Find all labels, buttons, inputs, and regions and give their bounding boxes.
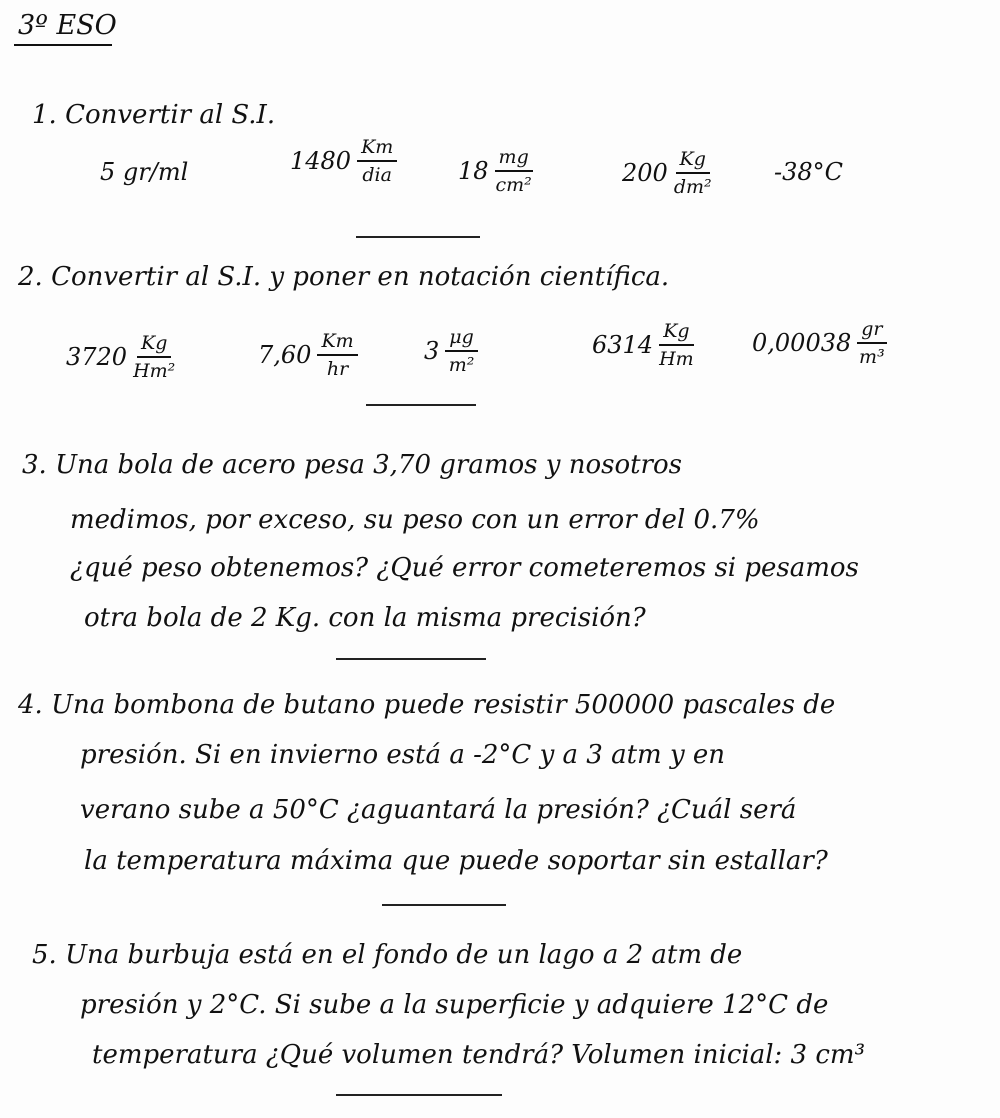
q5-line-1: 5. Una burbuja está en el fondo de un lago a 2 atm de — [32, 940, 743, 970]
q2-item-3 — [424, 326, 478, 376]
q2-item-5 — [752, 318, 887, 368]
q2-item-5-top: gr — [857, 318, 886, 344]
q1-item-4-num: 200 — [622, 159, 668, 187]
q2-item-1-top: Kg — [137, 332, 171, 358]
q4-line-4: la temperatura máxima que puede soportar sin estallar? — [84, 846, 828, 876]
q1-item-4 — [622, 148, 712, 198]
q4-line-3: verano sube a 50°C ¿aguantará la presión? ¿Cuál será — [80, 795, 797, 825]
q1-item-2 — [290, 136, 397, 186]
separator-line — [366, 404, 476, 406]
q3-line-1: 3. Una bola de acero pesa 3,70 gramos y nosotros — [22, 450, 682, 480]
q1-item-3 — [458, 146, 533, 196]
q5-line-2: presión y 2°C. Si sube a la superficie y adquiere 12°C de — [80, 990, 829, 1020]
q2-item-3-num: 3 — [424, 337, 440, 365]
q2-item-4 — [592, 320, 694, 370]
q3-line-3: ¿qué peso obtenemos? ¿Qué error cometeremos si pesamos — [70, 553, 859, 583]
q2-item-4-bot: Hm — [659, 348, 694, 370]
q1-item-3-num: 18 — [458, 157, 489, 185]
q2-item-2-num: 7,60 — [258, 341, 312, 369]
q1-item-4-bot: dm² — [673, 176, 712, 198]
q2-item-2-top: Km — [317, 330, 357, 356]
separator-line — [336, 1094, 502, 1096]
q1-item-5: -38°C — [774, 158, 844, 186]
separator-line — [356, 236, 480, 238]
q2-item-2 — [258, 330, 358, 380]
q2-item-1 — [66, 332, 175, 382]
q2-item-4-top: Kg — [659, 320, 693, 346]
q3-line-4: otra bola de 2 Kg. con la misma precisión? — [84, 603, 646, 633]
q2-item-5-bot: m³ — [859, 346, 885, 368]
q1-item-2-top: Km — [357, 136, 397, 162]
title-underline — [14, 44, 112, 46]
q1-item-1: 5 gr/ml — [100, 158, 189, 186]
q2-item-2-bot: hr — [326, 358, 349, 380]
q1-item-4-top: Kg — [676, 148, 710, 174]
q2-item-3-top: μg — [445, 326, 478, 352]
q2-item-5-num: 0,00038 — [752, 329, 852, 357]
q2-item-1-num: 3720 — [66, 343, 128, 371]
q4-line-1: 4. Una bombona de butano puede resistir 500000 pascales de — [18, 690, 836, 720]
q4-line-2: presión. Si en invierno está a -2°C y a 3 atm y en — [80, 740, 726, 770]
q5-line-3: temperatura ¿Qué volumen tendrá? Volumen inicial: 3 cm³ — [92, 1040, 865, 1070]
q1-item-3-top: mg — [495, 146, 533, 172]
page-title: 3º ESO — [18, 10, 117, 41]
q1-heading: 1. Convertir al S.I. — [32, 100, 276, 130]
q2-heading: 2. Convertir al S.I. y poner en notación científica. — [18, 262, 670, 292]
q1-item-2-bot: dia — [362, 164, 392, 186]
q3-line-2: medimos, por exceso, su peso con un error del 0.7% — [70, 505, 760, 535]
separator-line — [382, 904, 506, 906]
separator-line — [336, 658, 486, 660]
q2-item-3-bot: m² — [448, 354, 475, 376]
q1-item-3-bot: cm² — [495, 174, 532, 196]
q1-item-2-num: 1480 — [290, 147, 352, 175]
q2-item-1-bot: Hm² — [133, 360, 176, 382]
q2-item-4-num: 6314 — [592, 331, 654, 359]
